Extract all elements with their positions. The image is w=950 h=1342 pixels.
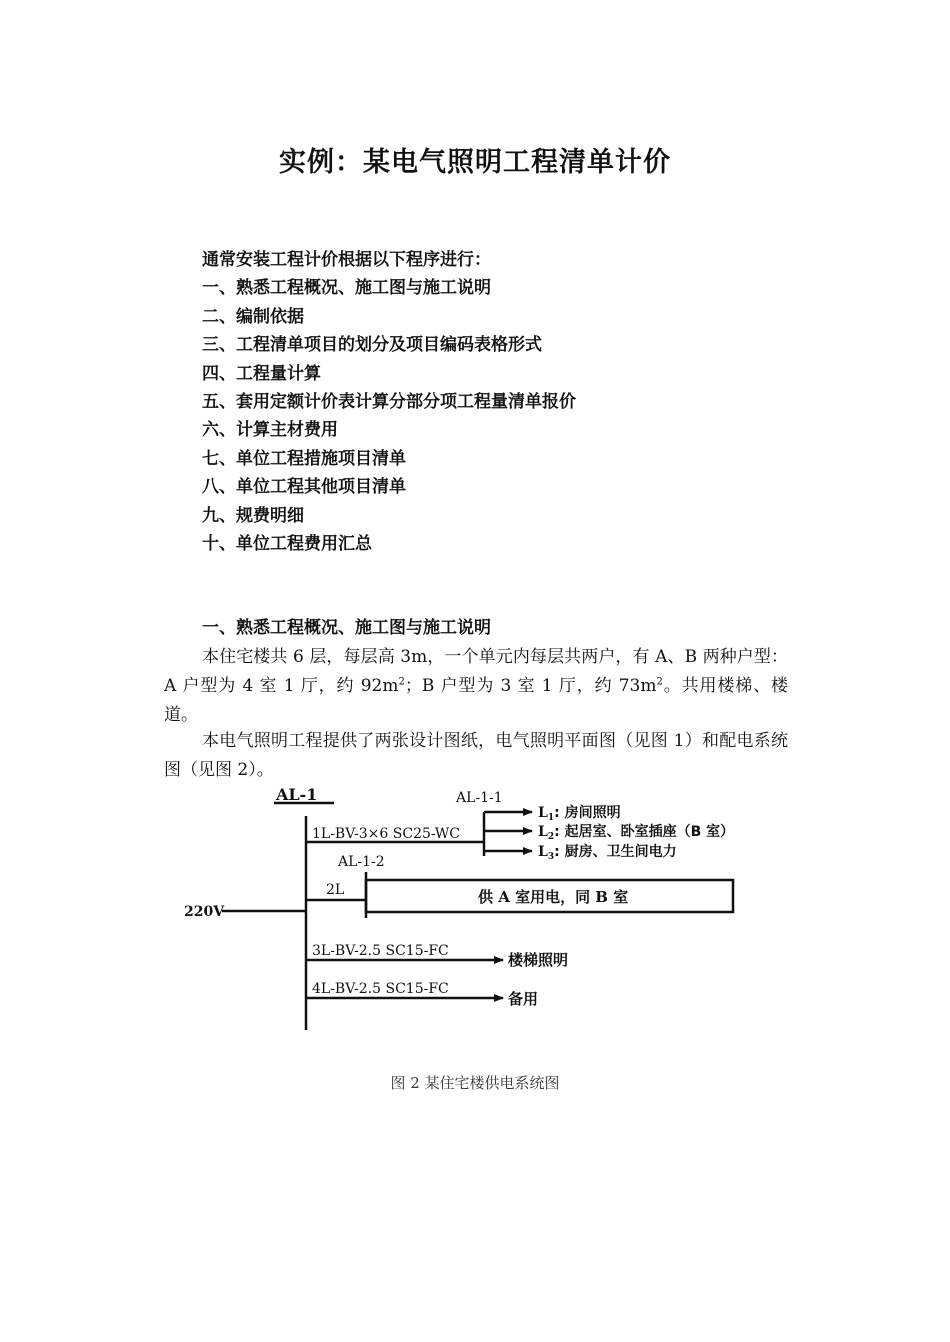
- procedure-step: 二、编制依据: [202, 306, 304, 327]
- stair-lighting-label: 楼梯照明: [508, 951, 569, 969]
- circuit2-label: 2L: [326, 882, 345, 898]
- procedure-intro: 通常安装工程计价根据以下程序进行：: [202, 250, 491, 270]
- procedure-step: 一、熟悉工程概况、施工图与施工说明: [202, 278, 491, 299]
- circuit4-label: 4L-BV-2.5 SC15-FC: [312, 981, 449, 997]
- procedure-step: 九、规费明细: [202, 505, 304, 526]
- output-1: $L_1$: 房间照明: [538, 805, 621, 823]
- figure-caption: 图 2 某住宅楼供电系统图: [390, 1074, 560, 1092]
- procedure-step: 七、单位工程措施项目清单: [202, 448, 406, 469]
- procedure-step: 五、套用定额计价表计算分部分项工程量清单报价: [202, 391, 576, 412]
- circuit3-label: 3L-BV-2.5 SC15-FC: [312, 943, 449, 959]
- unit-a-box-text: 供 A 室用电，同 B 室: [478, 888, 629, 906]
- superscript: 2: [656, 676, 663, 688]
- procedure-list: [202, 246, 576, 558]
- drawings-paragraph: 本电气照明工程提供了两张设计图纸，电气照明平面图（见图 1）和配电系统图（见图 2）。: [164, 731, 788, 780]
- output-3: $L_3$: 厨房、卫生间电力: [538, 844, 677, 862]
- subpanel2-label: AL-1-2: [338, 854, 385, 870]
- procedure-step: 八、单位工程其他项目清单: [202, 477, 406, 498]
- page-title: 实例：某电气照明工程清单计价: [279, 147, 671, 178]
- section-heading: 一、熟悉工程概况、施工图与施工说明: [202, 618, 491, 638]
- panel-label: AL-1: [276, 785, 318, 804]
- voltage-label: 220V: [184, 904, 225, 920]
- overview-paragraph: [164, 643, 788, 730]
- overview-text-a: 本住宅楼共 6 层，每层高 3m，一个单元内每层共两户，有 A、B 两种户型：A 户型为 4 室 1 厅，约 92m: [164, 647, 788, 696]
- procedure-step: 四、工程量计算: [202, 363, 321, 384]
- circuit1-label: 1L-BV-3×6 SC25-WC: [312, 826, 460, 842]
- procedure-step: 六、计算主材费用: [202, 420, 338, 441]
- output-2: $L_2$: 起居室、卧室插座（B 室）: [538, 824, 735, 842]
- overview-text-c: 。共用楼梯、楼道。: [164, 676, 788, 725]
- wiring-diagram: [0, 780, 950, 1040]
- subpanel1-label: AL-1-1: [456, 790, 503, 806]
- procedure-step: 十、单位工程费用汇总: [202, 533, 372, 554]
- overview-text-b: ；B 户型为 3 室 1 厅，约 73m: [404, 676, 657, 696]
- spare-label: 备用: [508, 990, 539, 1008]
- superscript: 2: [398, 676, 405, 688]
- procedure-step: 三、工程清单项目的划分及项目编码表格形式: [202, 335, 542, 356]
